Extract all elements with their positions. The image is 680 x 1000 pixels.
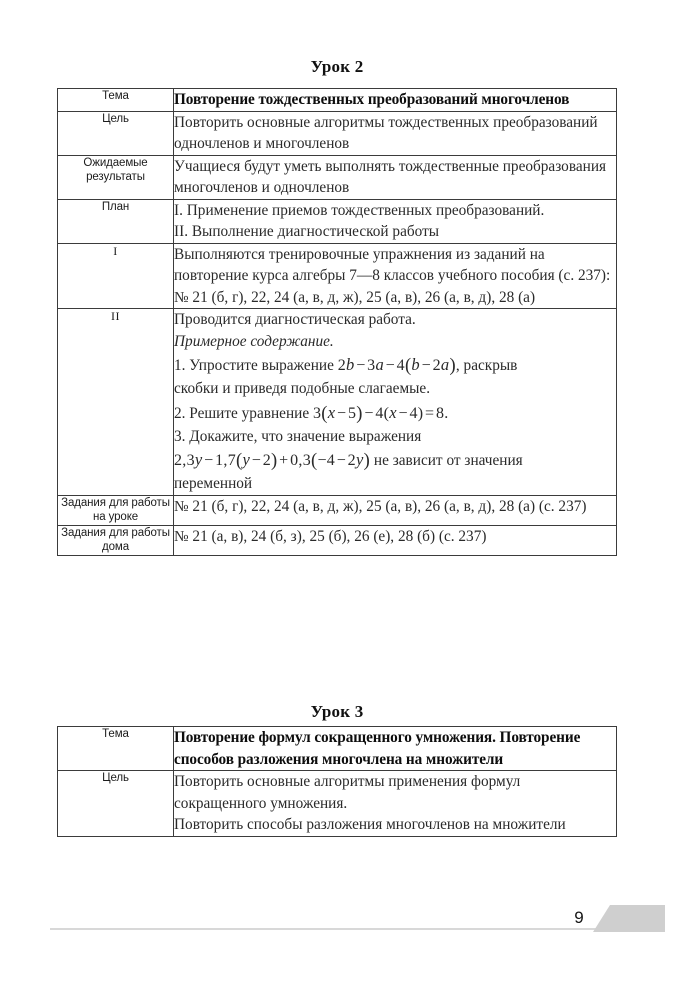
row-content-cel: Повторить основные алгоритмы тождественных преобразований одночленов и многочленов (174, 111, 617, 155)
diagnostic-intro: Проводится диагностическая работа. (174, 311, 416, 328)
row-label-tema: Тема (58, 89, 174, 112)
table-row (58, 525, 617, 555)
row-label-expected-results: Ожидаемые результаты (58, 155, 174, 199)
row-label-cel-2: Цель (58, 771, 174, 837)
plan-item-2: II. Выполнение диагностической работы (174, 223, 440, 240)
page-number: 9 (574, 908, 584, 927)
table-row (58, 199, 617, 243)
task-1-expression: 2b − 3a − 4(b − 2a) (337, 355, 456, 376)
table-row (58, 727, 617, 771)
plan-item-1: I. Применение приемов тождественных преобразований. (174, 201, 545, 219)
table-row (58, 495, 617, 525)
row-label-plan: План (58, 199, 174, 243)
row-content-classwork: № 21 (б, г), 22, 24 (а, в, д, ж), 25 (а, в), 26 (а, в, д), 28 (а) (с. 237) (174, 495, 617, 525)
footer-divider (50, 928, 618, 930)
row-content-tema-2: Повторение формул сокращенного умножения. Повторение способов разложения многочлена на множители (174, 727, 617, 771)
goal-item-2: Повторить способы разложения многочленов на множители (174, 816, 566, 833)
goal-item-1: Повторить основные алгоритмы применения формул сокращенного умножения. (174, 773, 521, 812)
row-label-tema-2: Тема (58, 727, 174, 771)
task-3-continued: переменной (174, 475, 253, 492)
row-content-cel-2 (174, 771, 617, 837)
row-content-homework: № 21 (а, в), 24 (б, з), 25 (б), 26 (е), 28 (б) (с. 237) (174, 525, 617, 555)
lesson-3-heading: Урок 3 (310, 702, 364, 721)
task-1-continued: скобки и приведя подобные слагаемые. (174, 380, 431, 397)
row-label-cel: Цель (58, 111, 174, 155)
table-row (58, 771, 617, 837)
lesson-2-table (57, 88, 617, 556)
task-3-tail: не зависит от значения (370, 452, 523, 469)
task-1-text: 1. Упростите выражение (174, 357, 338, 374)
table-row (58, 243, 617, 309)
task-1 (174, 352, 616, 378)
table-row (58, 111, 617, 155)
task-3-expression: 2,3y − 1,7(y − 2) + 0,3(−4 − 2y) (174, 450, 371, 471)
table-row (58, 155, 617, 199)
row-content-part-ii (174, 309, 617, 496)
task-2 (174, 400, 616, 426)
lesson-2-heading: Урок 2 (310, 57, 364, 76)
row-label-classwork: Задания для работы на уроке (58, 495, 174, 525)
row-label-part-ii: II (58, 309, 174, 496)
row-content-plan (174, 199, 617, 243)
row-label-part-i: I (58, 243, 174, 309)
task-2-expression: 3(x − 5) − 4(x − 4) = 8. (312, 402, 449, 424)
corner-tab-decoration (593, 905, 665, 932)
diagnostic-sample-label: Примерное содержание. (174, 332, 334, 350)
task-2-text: 2. Решите уравнение (174, 404, 313, 422)
row-content-tema: Повторение тождественных преобразований многочленов (174, 89, 617, 112)
row-label-homework: Задания для работы дома (58, 525, 174, 555)
table-row (58, 309, 617, 496)
row-content-part-i: Выполняются тренировочные упражнения из заданий на повторение курса алгебры 7—8 классов учебного пособия (с. 237): № 21 (б, г), 22, 24 (а, в, д, ж), 25 (а, в), 26 (а, в, д), 28 (а) (174, 243, 617, 309)
table-row (58, 89, 617, 112)
row-content-expected-results: Учащиеся будут уметь выполнять тождественные преобразования многочленов и одночленов (174, 155, 617, 199)
task-3 (174, 447, 616, 473)
task-3-text: 3. Докажите, что значение выражения (174, 427, 422, 445)
lesson-3-table (57, 726, 617, 837)
task-1-tail: , раскрыв (455, 357, 518, 374)
